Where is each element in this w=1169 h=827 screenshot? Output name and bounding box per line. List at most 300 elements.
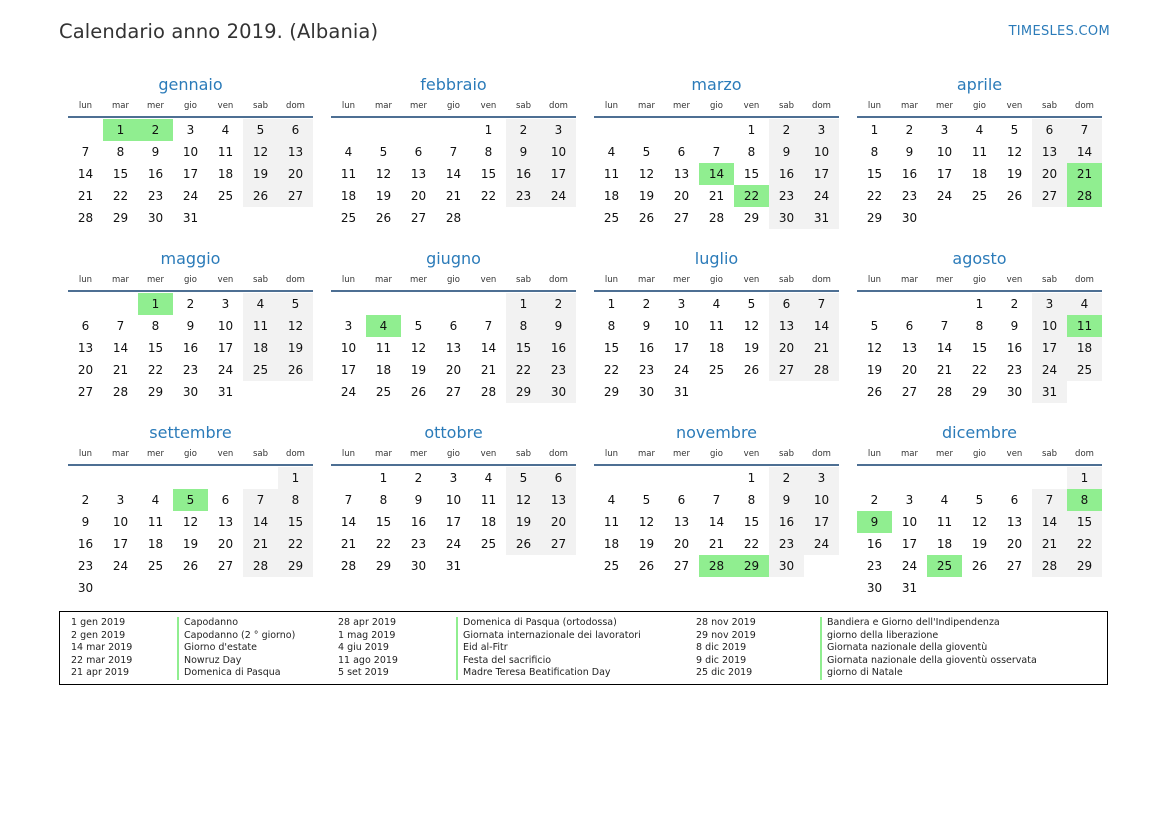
day-cell[interactable]: 28 (112, 385, 129, 399)
day-cell[interactable]: 16 (901, 167, 918, 181)
day-cell[interactable]: 25 (1067, 359, 1102, 381)
day-cell[interactable]: 20 (217, 537, 234, 551)
day-cell[interactable]: 30 (901, 211, 918, 225)
day-cell[interactable]: 15 (603, 341, 620, 355)
day-cell[interactable]: 27 (901, 385, 918, 399)
day-cell[interactable]: 23 (147, 189, 164, 203)
day-cell[interactable]: 13 (769, 315, 804, 337)
day-cell[interactable]: 26 (971, 559, 988, 573)
day-cell[interactable]: 5 (278, 293, 313, 315)
day-cell[interactable]: 24 (901, 559, 918, 573)
day-cell[interactable]: 2 (81, 493, 90, 507)
day-cell[interactable]: 12 (1006, 145, 1023, 159)
day-cell[interactable]: 20 (901, 363, 918, 377)
day-cell[interactable]: 4 (484, 471, 493, 485)
day-cell[interactable]: 4 (712, 297, 721, 311)
day-cell[interactable]: 18 (217, 167, 234, 181)
day-cell[interactable]: 4 (607, 145, 616, 159)
day-cell[interactable]: 5 (975, 493, 984, 507)
day-cell[interactable]: 11 (217, 145, 234, 159)
day-cell[interactable]: 16 (506, 163, 541, 185)
day-cell[interactable]: 1 (975, 297, 984, 311)
day-cell[interactable]: 14 (1067, 141, 1102, 163)
day-cell[interactable]: 8 (506, 315, 541, 337)
day-cell[interactable]: 24 (804, 185, 839, 207)
day-cell[interactable]: 19 (638, 537, 655, 551)
day-cell[interactable]: 1 (1067, 467, 1102, 489)
day-cell[interactable]: 9 (81, 515, 90, 529)
day-cell[interactable]: 3 (804, 467, 839, 489)
day-cell[interactable]: 10 (541, 141, 576, 163)
day-cell[interactable]: 29 (1067, 555, 1102, 577)
day-cell[interactable]: 18 (375, 363, 392, 377)
holiday-day-cell[interactable]: 22 (734, 185, 769, 207)
day-cell[interactable]: 6 (1010, 493, 1019, 507)
day-cell[interactable]: 6 (905, 319, 914, 333)
day-cell[interactable]: 16 (769, 163, 804, 185)
day-cell[interactable]: 9 (642, 319, 651, 333)
day-cell[interactable]: 16 (769, 511, 804, 533)
day-cell[interactable]: 11 (603, 167, 620, 181)
day-cell[interactable]: 5 (642, 493, 651, 507)
day-cell[interactable]: 18 (1067, 337, 1102, 359)
day-cell[interactable]: 12 (410, 341, 427, 355)
day-cell[interactable]: 3 (186, 123, 195, 137)
day-cell[interactable]: 26 (410, 385, 427, 399)
day-cell[interactable]: 18 (971, 167, 988, 181)
day-cell[interactable]: 24 (541, 185, 576, 207)
day-cell[interactable]: 27 (541, 533, 576, 555)
day-cell[interactable]: 19 (375, 189, 392, 203)
day-cell[interactable]: 20 (1006, 537, 1023, 551)
day-cell[interactable]: 20 (278, 163, 313, 185)
day-cell[interactable]: 5 (506, 467, 541, 489)
day-cell[interactable]: 1 (506, 293, 541, 315)
day-cell[interactable]: 3 (677, 297, 686, 311)
day-cell[interactable]: 16 (77, 537, 94, 551)
day-cell[interactable]: 23 (769, 533, 804, 555)
day-cell[interactable]: 6 (677, 493, 686, 507)
day-cell[interactable]: 15 (480, 167, 497, 181)
day-cell[interactable]: 19 (506, 511, 541, 533)
day-cell[interactable]: 21 (480, 363, 497, 377)
day-cell[interactable]: 28 (804, 359, 839, 381)
day-cell[interactable]: 25 (603, 559, 620, 573)
day-cell[interactable]: 6 (81, 319, 90, 333)
day-cell[interactable]: 10 (112, 515, 129, 529)
day-cell[interactable]: 1 (484, 123, 493, 137)
day-cell[interactable]: 1 (870, 123, 879, 137)
day-cell[interactable]: 20 (541, 511, 576, 533)
day-cell[interactable]: 4 (607, 493, 616, 507)
day-cell[interactable]: 8 (747, 493, 756, 507)
day-cell[interactable]: 8 (975, 319, 984, 333)
day-cell[interactable]: 18 (936, 537, 953, 551)
day-cell[interactable]: 21 (936, 363, 953, 377)
day-cell[interactable]: 25 (217, 189, 234, 203)
day-cell[interactable]: 14 (243, 511, 278, 533)
day-cell[interactable]: 22 (278, 533, 313, 555)
holiday-day-cell[interactable]: 1 (103, 119, 138, 141)
day-cell[interactable]: 18 (243, 337, 278, 359)
day-cell[interactable]: 5 (870, 319, 879, 333)
day-cell[interactable]: 8 (484, 145, 493, 159)
day-cell[interactable]: 15 (971, 341, 988, 355)
day-cell[interactable]: 19 (243, 163, 278, 185)
day-cell[interactable]: 7 (1067, 119, 1102, 141)
day-cell[interactable]: 22 (1067, 533, 1102, 555)
day-cell[interactable]: 15 (1067, 511, 1102, 533)
day-cell[interactable]: 30 (182, 385, 199, 399)
day-cell[interactable]: 27 (1006, 559, 1023, 573)
day-cell[interactable]: 17 (673, 341, 690, 355)
day-cell[interactable]: 25 (603, 211, 620, 225)
day-cell[interactable]: 3 (1032, 293, 1067, 315)
day-cell[interactable]: 17 (340, 363, 357, 377)
day-cell[interactable]: 9 (151, 145, 160, 159)
day-cell[interactable]: 18 (480, 515, 497, 529)
holiday-day-cell[interactable]: 28 (1067, 185, 1102, 207)
day-cell[interactable]: 12 (375, 167, 392, 181)
day-cell[interactable]: 2 (414, 471, 423, 485)
day-cell[interactable]: 25 (971, 189, 988, 203)
day-cell[interactable]: 15 (866, 167, 883, 181)
day-cell[interactable]: 30 (410, 559, 427, 573)
day-cell[interactable]: 6 (414, 145, 423, 159)
day-cell[interactable]: 21 (77, 189, 94, 203)
day-cell[interactable]: 27 (673, 559, 690, 573)
day-cell[interactable]: 2 (870, 493, 879, 507)
day-cell[interactable]: 22 (375, 537, 392, 551)
day-cell[interactable]: 3 (804, 119, 839, 141)
day-cell[interactable]: 4 (221, 123, 230, 137)
day-cell[interactable]: 9 (541, 315, 576, 337)
day-cell[interactable]: 17 (936, 167, 953, 181)
day-cell[interactable]: 7 (940, 319, 949, 333)
day-cell[interactable]: 26 (743, 363, 760, 377)
day-cell[interactable]: 18 (603, 537, 620, 551)
day-cell[interactable]: 3 (940, 123, 949, 137)
day-cell[interactable]: 9 (186, 319, 195, 333)
day-cell[interactable]: 30 (77, 581, 94, 595)
day-cell[interactable]: 30 (147, 211, 164, 225)
day-cell[interactable]: 21 (708, 189, 725, 203)
day-cell[interactable]: 22 (971, 363, 988, 377)
day-cell[interactable]: 1 (747, 123, 756, 137)
day-cell[interactable]: 12 (743, 319, 760, 333)
day-cell[interactable]: 29 (278, 555, 313, 577)
day-cell[interactable]: 31 (804, 207, 839, 229)
day-cell[interactable]: 5 (747, 297, 756, 311)
day-cell[interactable]: 18 (147, 537, 164, 551)
day-cell[interactable]: 8 (151, 319, 160, 333)
day-cell[interactable]: 14 (77, 167, 94, 181)
day-cell[interactable]: 20 (445, 363, 462, 377)
day-cell[interactable]: 22 (147, 363, 164, 377)
day-cell[interactable]: 5 (1010, 123, 1019, 137)
day-cell[interactable]: 30 (866, 581, 883, 595)
day-cell[interactable]: 29 (112, 211, 129, 225)
holiday-day-cell[interactable]: 9 (857, 511, 892, 533)
day-cell[interactable]: 23 (77, 559, 94, 573)
day-cell[interactable]: 27 (445, 385, 462, 399)
day-cell[interactable]: 21 (243, 533, 278, 555)
day-cell[interactable]: 26 (243, 185, 278, 207)
day-cell[interactable]: 5 (243, 119, 278, 141)
day-cell[interactable]: 16 (182, 341, 199, 355)
day-cell[interactable]: 6 (449, 319, 458, 333)
day-cell[interactable]: 1 (278, 467, 313, 489)
day-cell[interactable]: 11 (708, 319, 725, 333)
day-cell[interactable]: 7 (449, 145, 458, 159)
day-cell[interactable]: 6 (1032, 119, 1067, 141)
day-cell[interactable]: 30 (769, 207, 804, 229)
holiday-day-cell[interactable]: 25 (927, 555, 962, 577)
day-cell[interactable]: 24 (936, 189, 953, 203)
day-cell[interactable]: 12 (182, 515, 199, 529)
day-cell[interactable]: 23 (541, 359, 576, 381)
day-cell[interactable]: 13 (541, 489, 576, 511)
day-cell[interactable]: 20 (410, 189, 427, 203)
day-cell[interactable]: 3 (116, 493, 125, 507)
day-cell[interactable]: 19 (182, 537, 199, 551)
day-cell[interactable]: 17 (804, 163, 839, 185)
day-cell[interactable]: 11 (480, 493, 497, 507)
day-cell[interactable]: 16 (541, 337, 576, 359)
day-cell[interactable]: 11 (936, 515, 953, 529)
day-cell[interactable]: 22 (866, 189, 883, 203)
day-cell[interactable]: 12 (506, 489, 541, 511)
day-cell[interactable]: 20 (673, 537, 690, 551)
day-cell[interactable]: 21 (340, 537, 357, 551)
day-cell[interactable]: 17 (217, 341, 234, 355)
day-cell[interactable]: 12 (866, 341, 883, 355)
day-cell[interactable]: 17 (1032, 337, 1067, 359)
day-cell[interactable]: 3 (449, 471, 458, 485)
day-cell[interactable]: 13 (217, 515, 234, 529)
day-cell[interactable]: 10 (673, 319, 690, 333)
day-cell[interactable]: 12 (243, 141, 278, 163)
day-cell[interactable]: 7 (804, 293, 839, 315)
day-cell[interactable]: 10 (445, 493, 462, 507)
day-cell[interactable]: 8 (278, 489, 313, 511)
day-cell[interactable]: 30 (638, 385, 655, 399)
day-cell[interactable]: 8 (607, 319, 616, 333)
day-cell[interactable]: 24 (217, 363, 234, 377)
day-cell[interactable]: 7 (344, 493, 353, 507)
day-cell[interactable]: 7 (116, 319, 125, 333)
day-cell[interactable]: 13 (1032, 141, 1067, 163)
holiday-day-cell[interactable]: 28 (699, 555, 734, 577)
day-cell[interactable]: 14 (804, 315, 839, 337)
day-cell[interactable]: 14 (936, 341, 953, 355)
day-cell[interactable]: 26 (278, 359, 313, 381)
day-cell[interactable]: 13 (77, 341, 94, 355)
holiday-day-cell[interactable]: 8 (1067, 489, 1102, 511)
day-cell[interactable]: 21 (112, 363, 129, 377)
day-cell[interactable]: 19 (866, 363, 883, 377)
day-cell[interactable]: 29 (147, 385, 164, 399)
holiday-day-cell[interactable]: 1 (138, 293, 173, 315)
day-cell[interactable]: 6 (769, 293, 804, 315)
day-cell[interactable]: 23 (410, 537, 427, 551)
day-cell[interactable]: 10 (182, 145, 199, 159)
day-cell[interactable]: 22 (112, 189, 129, 203)
day-cell[interactable]: 24 (340, 385, 357, 399)
day-cell[interactable]: 8 (870, 145, 879, 159)
day-cell[interactable]: 4 (940, 493, 949, 507)
day-cell[interactable]: 29 (375, 559, 392, 573)
day-cell[interactable]: 17 (182, 167, 199, 181)
day-cell[interactable]: 29 (743, 211, 760, 225)
day-cell[interactable]: 24 (182, 189, 199, 203)
day-cell[interactable]: 25 (480, 537, 497, 551)
day-cell[interactable]: 15 (278, 511, 313, 533)
day-cell[interactable]: 10 (804, 489, 839, 511)
day-cell[interactable]: 9 (905, 145, 914, 159)
day-cell[interactable]: 5 (414, 319, 423, 333)
day-cell[interactable]: 6 (677, 145, 686, 159)
day-cell[interactable]: 19 (971, 537, 988, 551)
day-cell[interactable]: 30 (541, 381, 576, 403)
day-cell[interactable]: 7 (484, 319, 493, 333)
holiday-day-cell[interactable]: 29 (734, 555, 769, 577)
day-cell[interactable]: 19 (410, 363, 427, 377)
day-cell[interactable]: 26 (638, 559, 655, 573)
day-cell[interactable]: 13 (445, 341, 462, 355)
day-cell[interactable]: 23 (866, 559, 883, 573)
day-cell[interactable]: 15 (375, 515, 392, 529)
day-cell[interactable]: 16 (410, 515, 427, 529)
day-cell[interactable]: 26 (1006, 189, 1023, 203)
day-cell[interactable]: 21 (708, 537, 725, 551)
day-cell[interactable]: 6 (278, 119, 313, 141)
day-cell[interactable]: 6 (541, 467, 576, 489)
day-cell[interactable]: 18 (708, 341, 725, 355)
day-cell[interactable]: 28 (936, 385, 953, 399)
day-cell[interactable]: 2 (506, 119, 541, 141)
day-cell[interactable]: 27 (1032, 185, 1067, 207)
day-cell[interactable]: 23 (1006, 363, 1023, 377)
day-cell[interactable]: 27 (673, 211, 690, 225)
site-link[interactable]: TIMESLES.COM (1008, 24, 1110, 39)
day-cell[interactable]: 2 (905, 123, 914, 137)
day-cell[interactable]: 2 (186, 297, 195, 311)
day-cell[interactable]: 31 (1032, 381, 1067, 403)
day-cell[interactable]: 17 (445, 515, 462, 529)
holiday-day-cell[interactable]: 2 (138, 119, 173, 141)
day-cell[interactable]: 13 (1006, 515, 1023, 529)
day-cell[interactable]: 14 (1032, 511, 1067, 533)
day-cell[interactable]: 10 (1032, 315, 1067, 337)
day-cell[interactable]: 5 (642, 145, 651, 159)
day-cell[interactable]: 9 (1010, 319, 1019, 333)
day-cell[interactable]: 31 (182, 211, 199, 225)
day-cell[interactable]: 14 (708, 515, 725, 529)
day-cell[interactable]: 21 (804, 337, 839, 359)
day-cell[interactable]: 23 (638, 363, 655, 377)
day-cell[interactable]: 19 (638, 189, 655, 203)
day-cell[interactable]: 14 (480, 341, 497, 355)
day-cell[interactable]: 28 (708, 211, 725, 225)
day-cell[interactable]: 31 (901, 581, 918, 595)
day-cell[interactable]: 16 (1006, 341, 1023, 355)
day-cell[interactable]: 31 (445, 559, 462, 573)
day-cell[interactable]: 13 (673, 515, 690, 529)
day-cell[interactable]: 24 (804, 533, 839, 555)
day-cell[interactable]: 28 (480, 385, 497, 399)
day-cell[interactable]: 1 (607, 297, 616, 311)
day-cell[interactable]: 2 (541, 293, 576, 315)
day-cell[interactable]: 2 (1010, 297, 1019, 311)
day-cell[interactable]: 25 (243, 359, 278, 381)
day-cell[interactable]: 3 (344, 319, 353, 333)
day-cell[interactable]: 10 (217, 319, 234, 333)
day-cell[interactable]: 24 (112, 559, 129, 573)
day-cell[interactable]: 11 (971, 145, 988, 159)
day-cell[interactable]: 6 (221, 493, 230, 507)
day-cell[interactable]: 17 (804, 511, 839, 533)
day-cell[interactable]: 9 (414, 493, 423, 507)
day-cell[interactable]: 26 (375, 211, 392, 225)
day-cell[interactable]: 18 (340, 189, 357, 203)
day-cell[interactable]: 13 (278, 141, 313, 163)
day-cell[interactable]: 12 (971, 515, 988, 529)
day-cell[interactable]: 15 (743, 167, 760, 181)
day-cell[interactable]: 20 (77, 363, 94, 377)
day-cell[interactable]: 17 (901, 537, 918, 551)
day-cell[interactable]: 13 (673, 167, 690, 181)
day-cell[interactable]: 2 (769, 467, 804, 489)
day-cell[interactable]: 7 (243, 489, 278, 511)
day-cell[interactable]: 14 (112, 341, 129, 355)
day-cell[interactable]: 17 (541, 163, 576, 185)
day-cell[interactable]: 27 (77, 385, 94, 399)
day-cell[interactable]: 23 (901, 189, 918, 203)
day-cell[interactable]: 29 (866, 211, 883, 225)
day-cell[interactable]: 7 (712, 145, 721, 159)
day-cell[interactable]: 25 (708, 363, 725, 377)
day-cell[interactable]: 26 (506, 533, 541, 555)
day-cell[interactable]: 21 (445, 189, 462, 203)
day-cell[interactable]: 1 (379, 471, 388, 485)
day-cell[interactable]: 10 (901, 515, 918, 529)
day-cell[interactable]: 14 (340, 515, 357, 529)
day-cell[interactable]: 28 (1032, 555, 1067, 577)
day-cell[interactable]: 29 (506, 381, 541, 403)
day-cell[interactable]: 4 (975, 123, 984, 137)
day-cell[interactable]: 11 (375, 341, 392, 355)
day-cell[interactable]: 19 (1006, 167, 1023, 181)
day-cell[interactable]: 4 (1067, 293, 1102, 315)
day-cell[interactable]: 19 (278, 337, 313, 359)
day-cell[interactable]: 30 (1006, 385, 1023, 399)
holiday-day-cell[interactable]: 11 (1067, 315, 1102, 337)
day-cell[interactable]: 4 (243, 293, 278, 315)
holiday-day-cell[interactable]: 14 (699, 163, 734, 185)
day-cell[interactable]: 16 (866, 537, 883, 551)
day-cell[interactable]: 22 (480, 189, 497, 203)
day-cell[interactable]: 3 (541, 119, 576, 141)
day-cell[interactable]: 28 (243, 555, 278, 577)
day-cell[interactable]: 24 (445, 537, 462, 551)
day-cell[interactable]: 10 (340, 341, 357, 355)
day-cell[interactable]: 30 (769, 555, 804, 577)
day-cell[interactable]: 9 (769, 141, 804, 163)
day-cell[interactable]: 13 (410, 167, 427, 181)
day-cell[interactable]: 25 (375, 385, 392, 399)
day-cell[interactable]: 26 (182, 559, 199, 573)
